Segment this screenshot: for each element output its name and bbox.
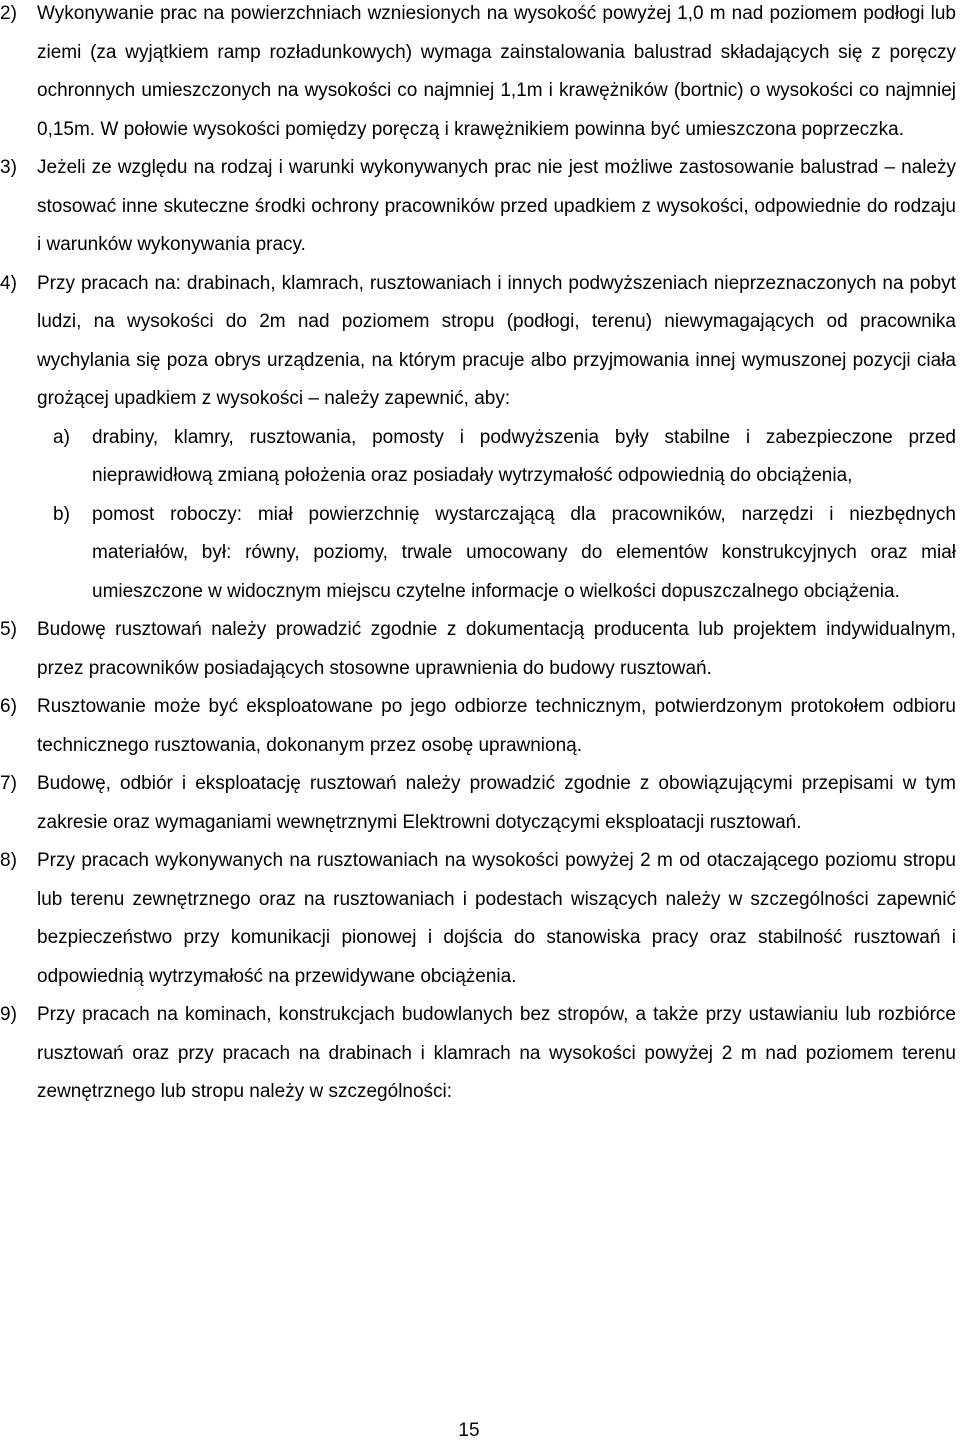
list-item-2 [0, 0, 956, 149]
list-text: Przy pracach na: drabinach, klamrach, rusztowaniach i innych podwyższeniach nieprzeznaczonych na pobyt ludzi, na wysokości do 2m nad poziomem stropu (podłogi, terenu) niewymagających od pracownika wychylania się poza obrys urządzenia, na którym pracuje albo przyjmowania innej wymuszonej pozycji ciała grożącej upadkiem z wysokości – należy zapewnić, aby: [37, 272, 956, 409]
sub-letter: b) [53, 503, 70, 525]
list-item-9 [0, 996, 956, 1112]
list-number: 4) [0, 272, 17, 294]
sub-letter: a) [53, 426, 70, 448]
sub-text: drabiny, klamry, rusztowania, pomosty i podwyższenia były stabilne i zabezpieczone przed nieprawidłową zmianą położenia oraz posiadały wytrzymałość odpowiednią do obciążenia, [92, 426, 956, 486]
list-number: 7) [0, 773, 17, 794]
list-number: 3) [0, 157, 17, 178]
list-number: 6) [0, 696, 17, 717]
list-item-3 [0, 149, 956, 265]
list-item-8 [0, 842, 956, 996]
list-number: 9) [0, 1004, 17, 1025]
list-text: Przy pracach na kominach, konstrukcjach budowlanych bez stropów, a także przy ustawianiu lub rozbiórce rusztowań oraz przy pracach na drabinach i klamrach na wysokości powyżej 2 m nad poziomem terenu zewnętrznego lub stropu należy w szczególności: [37, 1004, 956, 1102]
list-item-6 [0, 688, 956, 765]
list-text: Przy pracach wykonywanych na rusztowaniach na wysokości powyżej 2 m od otaczającego poziomu stropu lub terenu zewnętrznego oraz na rusztowaniach i podestach wiszących należy w szczególności zapewnić bezpieczeństwo przy komunikacji pionowej i dojścia do stanowiska pracy oraz stabilność rusztowań i odpowiednią wytrzymałość na przewidywane obciążenia. [37, 850, 956, 987]
list-item-4 [0, 265, 956, 419]
sub-item-b [0, 496, 956, 612]
sub-text: pomost roboczy: miał powierzchnię wystarczającą dla pracowników, narzędzi i niezbędnych materiałów, był: równy, poziomy, trwale umocowany do elementów konstrukcyjnych oraz miał umieszczone w widocznym miejscu czytelne informacje o wielkości dopuszczalnego obciążenia. [92, 503, 956, 602]
list-text: Budowę rusztowań należy prowadzić zgodnie z dokumentacją producenta lub projektem indywidualnym, przez pracowników posiadających stosowne uprawnienia do budowy rusztowań. [37, 619, 956, 679]
list-number: 5) [0, 619, 17, 640]
list-number: 8) [0, 850, 17, 871]
sub-item-a [0, 419, 956, 496]
list-number: 2) [0, 3, 17, 24]
list-text: Wykonywanie prac na powierzchniach wzniesionych na wysokość powyżej 1,0 m nad poziomem podłogi lub ziemi (za wyjątkiem ramp rozładunkowych) wymaga zainstalowania balustrad składających się z poręczy ochronnych umieszczonych na wysokości co najmniej 1,1m i krawężników (bortnic) o wysokości co najmniej 0,15m. W połowie wysokości pomiędzy poręczą i krawężnikiem powinna być umieszczona poprzeczka. [37, 3, 956, 140]
list-text: Jeżeli ze względu na rodzaj i warunki wykonywanych prac nie jest możliwe zastosowanie balustrad – należy stosować inne skuteczne środki ochrony pracowników przed upadkiem z wysokości, odpowiednie do rodzaju i warunków wykonywania pracy. [37, 157, 956, 255]
list-item-5 [0, 611, 956, 688]
list-text: Rusztowanie może być eksploatowane po jego odbiorze technicznym, potwierdzonym protokołem odbioru technicznego rusztowania, dokonanym przez osobę uprawnioną. [37, 696, 956, 756]
page-number: 15 [458, 1420, 480, 1441]
list-item-7 [0, 765, 956, 842]
list-text: Budowę, odbiór i eksploatację rusztowań należy prowadzić zgodnie z obowiązującymi przepisami w tym zakresie oraz wymaganiami wewnętrznymi Elektrowni dotyczącymi eksploatacji rusztowań. [37, 773, 956, 833]
